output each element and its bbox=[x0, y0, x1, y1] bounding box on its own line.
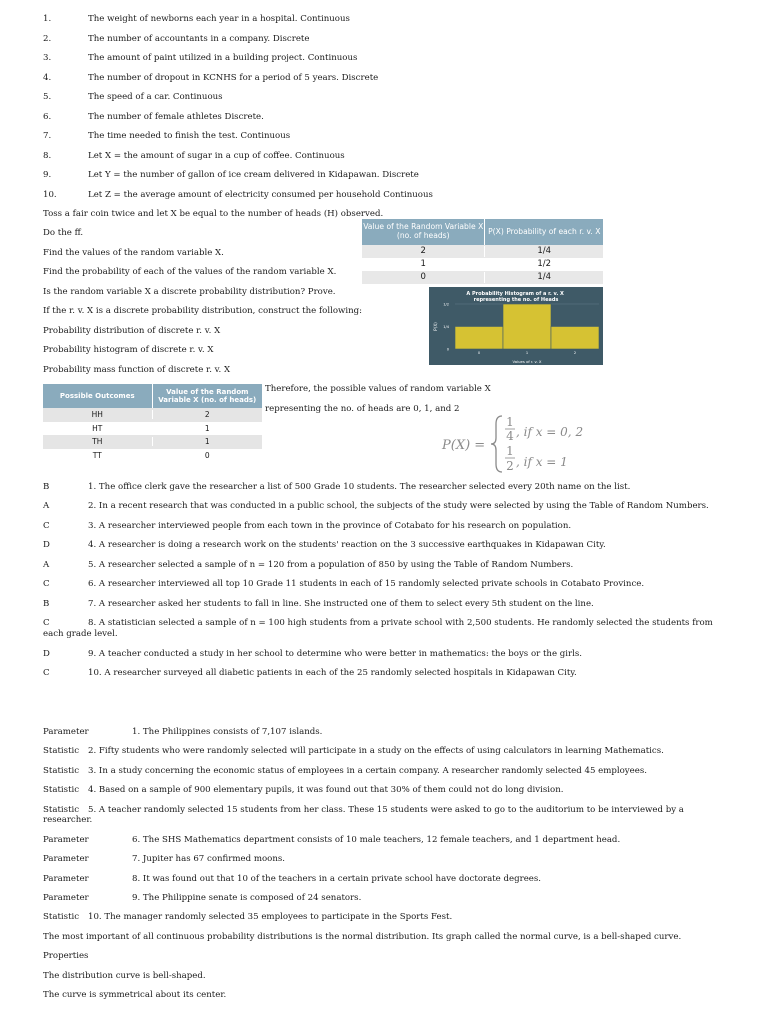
histogram-xtick: 0 bbox=[477, 351, 481, 355]
formula-brace bbox=[491, 416, 502, 472]
list-item: Let X = the amount of sugar in a cup of coffee. Continuous bbox=[88, 151, 345, 161]
list-number: 8. bbox=[43, 151, 52, 161]
answer-text: 5. A teacher randomly selected 15 students from her class. These 15 students were asked to go to the auditorium to be interviewed by a bbox=[88, 805, 684, 815]
list-item: The speed of a car. Continuous bbox=[88, 92, 223, 102]
answer-text: 3. A researcher interviewed people from each town in the province of Cotabato for his research on population. bbox=[88, 521, 572, 531]
answer-text: 9. The Philippine senate is composed of 24 senators. bbox=[132, 893, 362, 903]
list-item: The amount of paint utilized in a building project. Continuous bbox=[88, 53, 358, 63]
histogram-xtick: 1 bbox=[525, 351, 529, 355]
table-row bbox=[362, 245, 603, 258]
list-number: 9. bbox=[43, 170, 52, 180]
answer-letter: C bbox=[43, 579, 50, 589]
list-number: 6. bbox=[43, 112, 52, 122]
table-row bbox=[43, 422, 262, 436]
problem-step: Do the ff. bbox=[43, 228, 84, 238]
table-header-cell: Value of the Random Variable X (no. of heads) bbox=[152, 384, 263, 408]
answer-letter: Statistic bbox=[43, 805, 80, 815]
answer-text-continued: researcher. bbox=[43, 815, 93, 825]
answer-letter: A bbox=[43, 501, 50, 511]
properties-heading: Properties bbox=[43, 951, 89, 961]
table-header-cell: Possible Outcomes bbox=[59, 391, 135, 400]
answer-letter: A bbox=[43, 560, 50, 570]
list-item: Let Y = the number of gallon of ice cream delivered in Kidapawan. Discrete bbox=[88, 170, 419, 180]
outcomes-table bbox=[43, 384, 262, 462]
answer-text: 2. Fifty students who were randomly selected will participate in a study on the effects of using calculators in learning Mathematics. bbox=[88, 746, 664, 756]
answer-text: 10. A researcher surveyed all diabetic patients in each of the 25 randomly selected hospitals in Kidapawan City. bbox=[88, 668, 577, 678]
table-cell: 1/4 bbox=[484, 246, 603, 256]
answer-letter: C bbox=[43, 521, 50, 531]
answer-text: 6. A researcher interviewed all top 10 Grade 11 students in each of 15 randomly selected private schools in Cotabato Province. bbox=[88, 579, 645, 589]
table-cell: 1/4 bbox=[484, 272, 603, 282]
list-number: 10. bbox=[43, 190, 57, 200]
answer-letter: B bbox=[43, 482, 50, 492]
list-item: The weight of newborns each year in a hospital. Continuous bbox=[88, 14, 350, 24]
answer-text: 3. In a study concerning the economic status of employees in a certain company. A researcher randomly selected 45 employees. bbox=[88, 766, 647, 776]
table-row bbox=[43, 408, 262, 422]
table-cell: 2 bbox=[420, 246, 426, 257]
list-item: The time needed to finish the test. Continuous bbox=[88, 131, 291, 141]
list-number: 4. bbox=[43, 73, 52, 83]
table-cell: 1/2 bbox=[484, 259, 603, 269]
answer-letter: Statistic bbox=[43, 746, 80, 756]
answer-letter: D bbox=[43, 649, 50, 659]
list-number: 1. bbox=[43, 14, 52, 24]
answer-letter: Parameter bbox=[43, 727, 89, 737]
table-header bbox=[43, 384, 262, 408]
answer-text: 4. A researcher is doing a research work on the students' reaction on the 3 successive earthquakes in Kidapawan City. bbox=[88, 540, 606, 550]
answer-letter: Parameter bbox=[43, 854, 89, 864]
list-number: 5. bbox=[43, 92, 52, 102]
answer-text: 1. The Philippines consists of 7,107 islands. bbox=[132, 727, 323, 737]
table-cell: HH bbox=[91, 410, 103, 420]
formula-case: , if x = 1 bbox=[516, 455, 568, 469]
answer-text: 1. The office clerk gave the researcher a list of 500 Grade 10 students. The researcher selected every 20th name on the list. bbox=[88, 482, 631, 492]
answer-text: 8. It was found out that 10 of the teachers in a certain private school have doctorate degrees. bbox=[132, 874, 542, 884]
histogram-ytick: 0 bbox=[446, 347, 449, 352]
table-row bbox=[43, 449, 262, 463]
answer-text-continued: each grade level. bbox=[43, 629, 118, 639]
problem-step: Probability distribution of discrete r. v. X bbox=[43, 326, 221, 336]
answer-letter: C bbox=[43, 618, 50, 628]
pmf-formula bbox=[440, 412, 610, 476]
table-cell: 0 bbox=[152, 451, 263, 460]
table-header bbox=[362, 219, 603, 245]
answer-letter: Statistic bbox=[43, 785, 80, 795]
answer-letter: Statistic bbox=[43, 912, 80, 922]
histogram-xtick: 2 bbox=[573, 351, 577, 355]
answer-text: 10. The manager randomly selected 35 employees to participate in the Sports Fest. bbox=[88, 912, 453, 922]
table-cell: HT bbox=[92, 423, 103, 433]
therefore-text: Therefore, the possible values of random variable X bbox=[265, 384, 491, 394]
problem-intro: Toss a fair coin twice and let X be equal to the number of heads (H) observed. bbox=[43, 209, 384, 219]
histogram-ytick: 1/2 bbox=[443, 302, 449, 307]
answer-text: 2. In a recent research that was conducted in a public school, the subjects of the study were selected by using the Table of Random Numbers. bbox=[88, 501, 709, 511]
answer-letter: Parameter bbox=[43, 893, 89, 903]
answer-letter: Statistic bbox=[43, 766, 80, 776]
fraction-numerator: 1 bbox=[506, 415, 514, 429]
histogram-bar bbox=[503, 304, 551, 349]
list-item: Let Z = the average amount of electricity consumed per household Continuous bbox=[88, 190, 433, 200]
formula-case: , if x = 0, 2 bbox=[516, 425, 584, 439]
histogram-ylabel: P(X) bbox=[433, 322, 438, 331]
table-cell: 1 bbox=[420, 259, 426, 270]
list-number: 7. bbox=[43, 131, 52, 141]
histogram-bar bbox=[551, 327, 599, 350]
table-cell: 0 bbox=[420, 272, 426, 283]
table-cell: 1 bbox=[152, 437, 263, 446]
answer-letter: C bbox=[43, 668, 50, 678]
histogram-ytick: 1/4 bbox=[443, 325, 449, 329]
histogram-title-line: representing the no. of Heads bbox=[473, 297, 559, 303]
answer-text: 6. The SHS Mathematics department consists of 10 male teachers, 12 female teachers, and 1 department head. bbox=[132, 835, 621, 845]
fraction-numerator: 1 bbox=[506, 444, 514, 458]
answer-letter: B bbox=[43, 599, 50, 609]
problem-step: Find the values of the random variable X. bbox=[43, 248, 224, 258]
fraction-denominator: 4 bbox=[506, 429, 514, 443]
problem-step: Probability mass function of discrete r. v. X bbox=[43, 365, 231, 375]
answer-letter: Parameter bbox=[43, 835, 89, 845]
answer-text: 4. Based on a sample of 900 elementary pupils, it was found out that 30% of them could not do long division. bbox=[88, 785, 564, 795]
table-row bbox=[362, 258, 603, 271]
property-item: The distribution curve is bell-shaped. bbox=[43, 971, 206, 981]
answer-letter: Parameter bbox=[43, 874, 89, 884]
normal-intro: The most important of all continuous probability distributions is the normal distribution. Its graph called the normal curve, is a bell-shaped curve. bbox=[43, 932, 682, 942]
table-row bbox=[362, 271, 603, 284]
fraction-denominator: 2 bbox=[506, 459, 514, 473]
problem-step: Is the random variable X a discrete probability distribution? Prove. bbox=[43, 287, 336, 297]
list-item: The number of female athletes Discrete. bbox=[88, 112, 264, 122]
table-cell: 1 bbox=[152, 424, 263, 433]
property-item: The curve is symmetrical about its center. bbox=[43, 990, 227, 1000]
table-row bbox=[43, 435, 262, 449]
answer-letter: D bbox=[43, 540, 50, 550]
probability-histogram bbox=[429, 287, 603, 365]
table-header-cell: Value of the Random Variable X (no. of heads) bbox=[363, 222, 484, 240]
list-item: The number of accountants in a company. Discrete bbox=[88, 34, 310, 44]
histogram-title bbox=[466, 291, 565, 303]
problem-step: Find the probability of each of the values of the random variable X. bbox=[43, 267, 337, 277]
table-cell: 2 bbox=[152, 410, 263, 419]
table-cell: TH bbox=[92, 437, 103, 447]
formula-lhs: P(X) = bbox=[442, 438, 486, 453]
table-header-cell: P(X) Probability of each r. v. X bbox=[484, 219, 603, 245]
therefore-text: representing the no. of heads are 0, 1, and 2 bbox=[265, 404, 460, 414]
table-cell: TT bbox=[92, 450, 102, 460]
answer-text: 5. A researcher selected a sample of n = 120 from a population of 850 by using the Table of Random Numbers. bbox=[88, 560, 574, 570]
problem-step: Probability histogram of discrete r. v. X bbox=[43, 345, 214, 355]
answer-text: 8. A statistician selected a sample of n = 100 high students from a private school with 2,500 students. He randomly selected the students from bbox=[88, 618, 713, 628]
list-number: 3. bbox=[43, 53, 52, 63]
histogram-title-line: A Probability Histogram of a r. v. X bbox=[466, 291, 564, 297]
answer-text: 9. A teacher conducted a study in her school to determine who were better in mathematics: the boys or the girls. bbox=[88, 649, 583, 659]
histogram-xlabel: Values of r. v. X bbox=[512, 359, 542, 364]
list-item: The number of dropout in KCNHS for a period of 5 years. Discrete bbox=[88, 73, 379, 83]
answer-text: 7. A researcher asked her students to fall in line. She instructed one of them to select every 5th student on the line. bbox=[88, 599, 594, 609]
list-number: 2. bbox=[43, 34, 52, 44]
probability-table bbox=[362, 219, 603, 285]
problem-step: If the r. v. X is a discrete probability distribution, construct the following: bbox=[43, 306, 363, 316]
answer-text: 7. Jupiter has 67 confirmed moons. bbox=[132, 854, 286, 864]
histogram-bar bbox=[455, 327, 503, 350]
